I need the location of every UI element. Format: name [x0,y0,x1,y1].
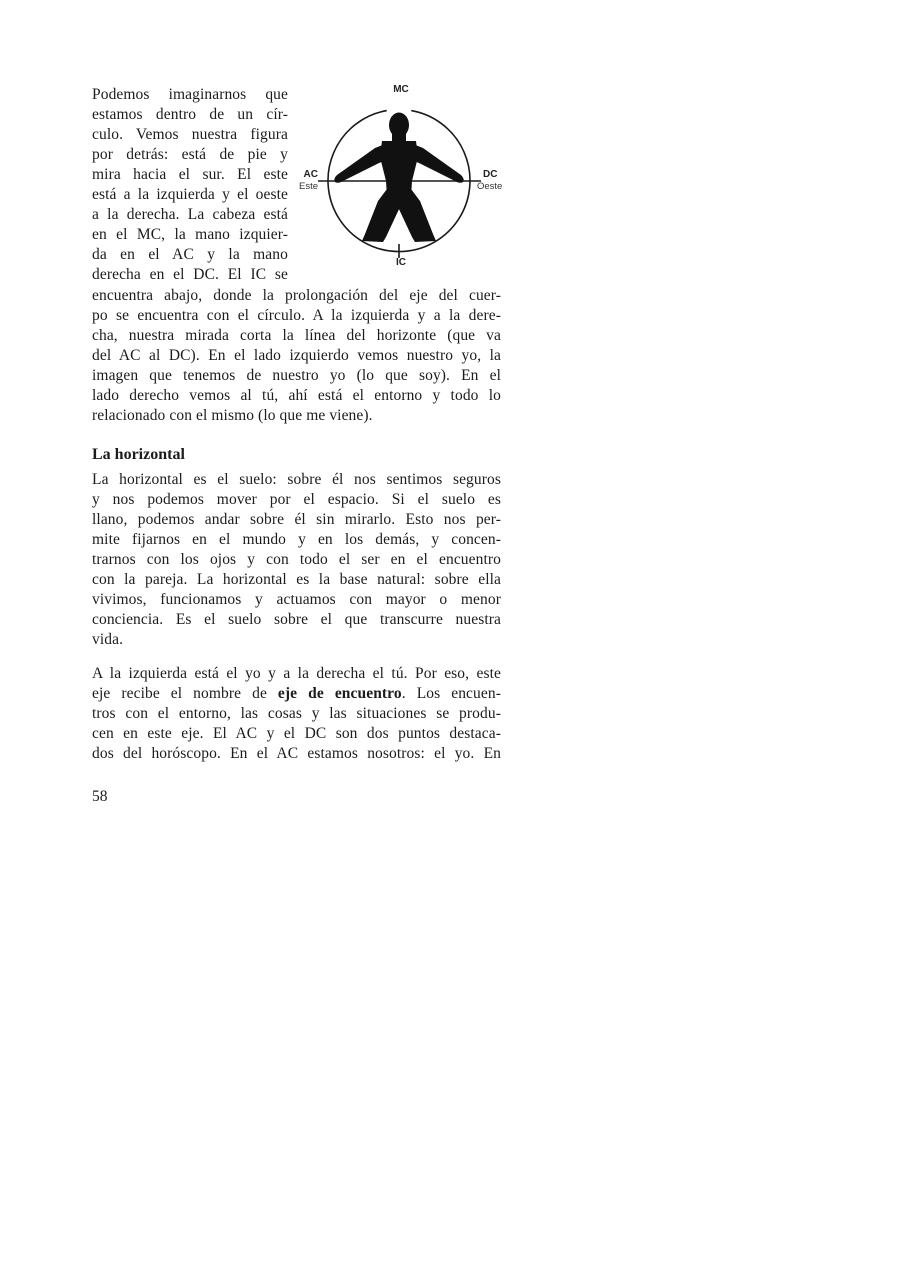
text-segment: eje recibe el nombre de [92,685,278,702]
text-segment: . Los encuen- [401,685,501,702]
page-number: 58 [92,788,108,805]
text-line: po se encuentra con el círculo. A la izquierda y a la dere- [92,307,501,324]
label-ic: IC [396,257,406,268]
label-ac: AC [303,169,318,180]
text-line: vida. [92,631,124,648]
text-line: lado derecho vemos al tú, ahí está el entorno y todo lo [92,387,501,404]
text-line: por detrás: está de pie y [92,146,288,163]
text-line: encuentra abajo, donde la prolongación del eje del cuer- [92,287,501,304]
section-heading: La horizontal [92,446,185,463]
text-line: está a la izquierda y el oeste [92,186,288,203]
text-line: derecha en el DC. El IC se [92,266,288,283]
paragraph-2 [92,470,501,650]
figure-in-circle-icon [295,85,507,280]
text-line: mite fijarnos en el mundo y en los demás, y concen- [92,531,501,548]
horoscope-axes-diagram [295,85,507,280]
text-line: La horizontal es el suelo: sobre él nos sentimos seguros [92,471,501,488]
text-line: mira hacia el sur. El este [92,166,288,183]
human-figure-icon [334,113,463,243]
text-line: relacionado con el mismo (lo que me viene). [92,407,373,424]
text-line: da en el AC y la mano [92,246,288,263]
bold-term: eje de encuentro [277,685,402,702]
text-line: Podemos imaginarnos que [92,86,288,103]
text-line: en el MC, la mano izquier- [92,226,288,243]
paragraph-3 [92,664,501,764]
text-line: llano, podemos andar sobre él sin mirarlo. Esto nos per- [92,511,501,528]
text-line: conciencia. Es el suelo sobre el que transcurre nuestra [92,611,501,628]
text-line: tros con el entorno, las cosas y las situaciones se produ- [92,705,501,722]
text-line: dos del horóscopo. En el AC estamos nosotros: el yo. En [92,745,501,762]
text-line: a la derecha. La cabeza está [92,206,288,223]
text-line: imagen que tenemos de nuestro yo (lo que soy). En el [92,367,501,384]
text-line: estamos dentro de un cír- [92,106,288,123]
paragraph-1-wrapped [92,85,288,285]
text-line: del AC al DC). En el lado izquierdo vemos nuestro yo, la [92,347,501,364]
label-este: Este [298,181,318,192]
text-line: y nos podemos mover por el espacio. Si el suelo es [92,491,501,508]
text-line: trarnos con los ojos y con todo el ser en el encuentro [92,551,501,568]
label-dc: DC [483,169,498,180]
label-oeste: Oeste [477,181,503,192]
text-line: cha, nuestra mirada corta la línea del horizonte (que va [92,327,501,344]
text-line-with-bold [92,684,501,704]
paragraph-1-continuation [92,286,501,426]
text-line: vivimos, funcionamos y actuamos con mayor o menor [92,591,501,608]
text-line: con la pareja. La horizontal es la base natural: sobre ella [92,571,501,588]
text-line: cen en este eje. El AC y el DC son dos puntos destaca- [92,725,501,742]
text-line: A la izquierda está el yo y a la derecha el tú. Por eso, este [92,665,501,682]
text-line: culo. Vemos nuestra figura [92,126,288,143]
label-mc: MC [393,84,409,95]
